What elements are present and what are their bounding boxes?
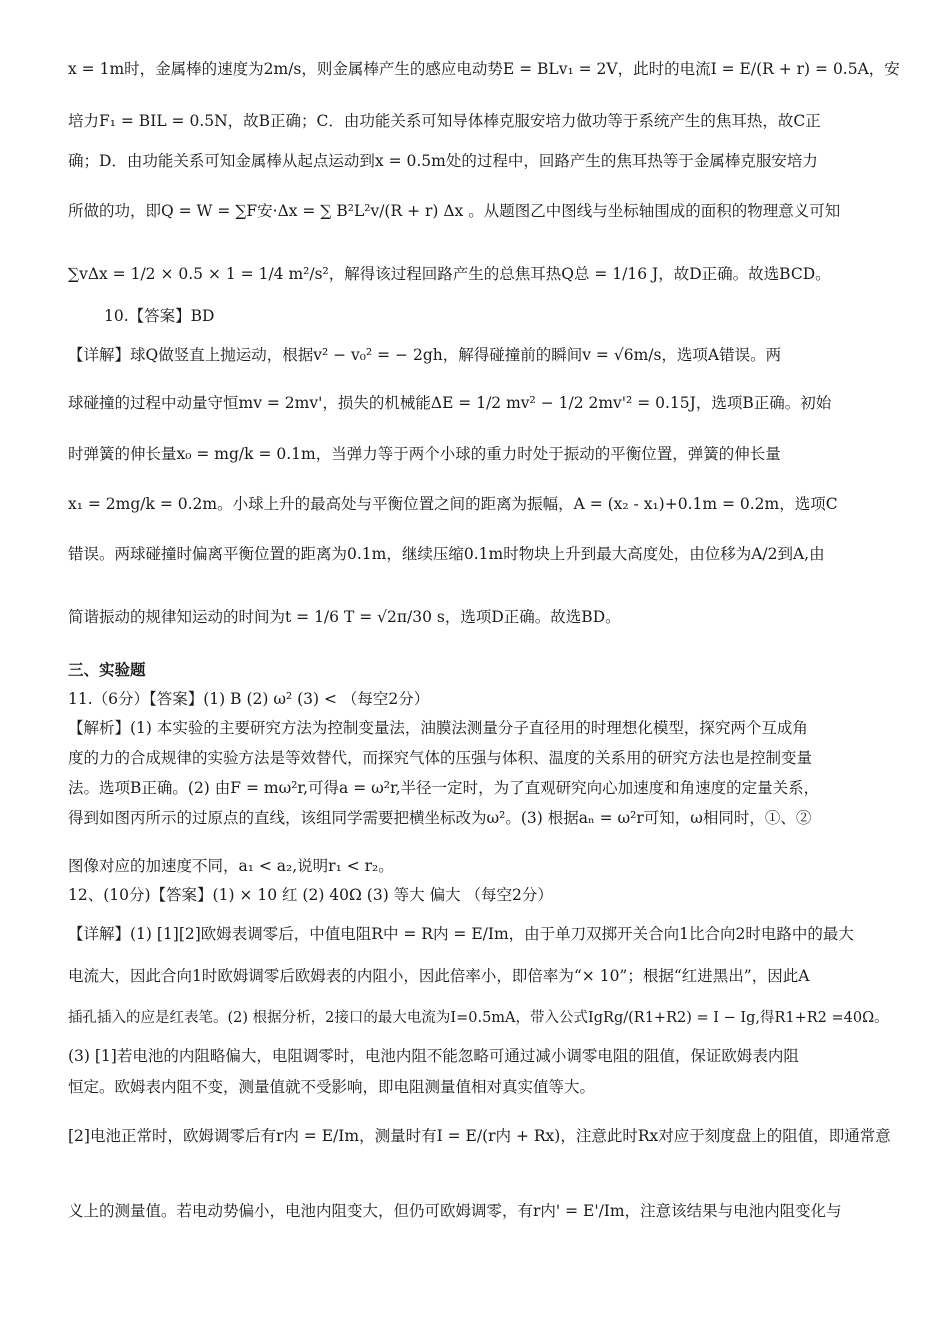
text-line: 恒定。欧姆表内阻不变，测量值就不受影响，即电阻测量值相对真实值等大。: [68, 1078, 596, 1096]
text-line: 法。选项B正确。(2) 由F = mω²r,可得a = ω²r,半径一定时，为了直观研究向心加速度和角速度的定量关系，: [68, 779, 820, 797]
text-line: [2]电池正常时，欧姆调零后有r内 = E/Im，测量时有I = E/(r内 + Rx)，注意此时Rx对应于刻度盘上的阻值，即通常意: [68, 1127, 891, 1145]
section-heading: 三、实验题: [68, 661, 146, 679]
text-line: 【详解】球Q做竖直上抛运动，根据v² − v₀² = − 2gh，解得碰撞前的瞬间v = √6m/s，选项A错误。两: [68, 346, 782, 364]
text-line: 时弹簧的伸长量x₀ = mg/k = 0.1m，当弹力等于两个小球的重力时处于振动的平衡位置，弹簧的伸长量: [68, 445, 781, 463]
text-line: 简谐振动的规律知运动的时间为t = 1/6 T = √2π/30 s，选项D正确。故选BD。: [68, 608, 621, 626]
text-line: 得到如图丙所示的过原点的直线，该组同学需要把横坐标改为ω²。(3) 根据aₙ = ω²r可知，ω相同时，①、②: [68, 809, 812, 827]
text-line: 义上的测量值。若电动势偏小，电池内阻变大，但仍可欧姆调零，有r内' = E'/Im，注意该结果与电池内阻变化与: [68, 1202, 842, 1220]
text-line: 电流大，因此合向1时欧姆调零后欧姆表的内阻小，因此倍率小，即倍率为“× 10”；根据“红进黑出”，因此A: [68, 967, 810, 985]
text-line: 确；D．由功能关系可知金属棒从起点运动到x = 0.5m处的过程中，回路产生的焦耳热等于金属棒克服安培力: [68, 152, 818, 170]
text-line: x = 1m时，金属棒的速度为2m/s，则金属棒产生的感应电动势E = BLv₁ = 2V，此时的电流I = E/(R + r) = 0.5A，安: [68, 60, 900, 78]
text-line: 错误。两球碰撞时偏离平衡位置的距离为0.1m，继续压缩0.1m时物块上升到最大高度处，由位移为A/2到A,由: [68, 545, 825, 563]
text-line: 12、(10分)【答案】(1) × 10 红 (2) 40Ω (3) 等大 偏大 （每空2分）: [68, 886, 553, 904]
text-line: 插孔插入的应是红表笔。(2) 根据分析，2接口的最大电流为I=0.5mA，带入公式IgRg/(R1+R2) = I − Ig,得R1+R2 =40Ω。: [68, 1010, 889, 1026]
text-line: 培力F₁ = BIL = 0.5N，故B正确；C．由功能关系可知导体棒克服安培力做功等于系统产生的焦耳热，故C正: [68, 112, 821, 130]
text-line: 图像对应的加速度不同，a₁ < a₂,说明r₁ < r₂。: [68, 857, 394, 875]
text-line: 10.【答案】BD: [104, 307, 215, 325]
text-line: 所做的功，即Q = W = ∑F安·Δx = ∑ B²L²v/(R + r) Δx 。从题图乙中图线与坐标轴围成的面积的物理意义可知: [68, 202, 841, 220]
text-line: (3) [1]若电池的内阻略偏大，电阻调零时，电池内阻不能忽略可通过减小调零电阻的阻值，保证欧姆表内阻: [68, 1047, 799, 1065]
text-line: 【详解】(1) [1][2]欧姆表调零后，中值电阻R中 = R内 = E/Im，由于单刀双掷开关合向1比合向2时电路中的最大: [68, 925, 854, 943]
text-line: 11.（6分）【答案】(1) B (2) ω² (3) < （每空2分）: [68, 690, 430, 708]
text-line: 度的力的合成规律的实验方法是等效替代，而探究气体的压强与体积、温度的关系用的研究方法也是控制变量: [68, 749, 813, 767]
text-line: 【解析】(1) 本实验的主要研究方法为控制变量法，油膜法测量分子直径用的时理想化模型，探究两个互成角: [68, 719, 808, 737]
text-line: ∑vΔx = 1/2 × 0.5 × 1 = 1/4 m²/s²，解得该过程回路产生的总焦耳热Q总 = 1/16 J，故D正确。故选BCD。: [68, 265, 831, 283]
text-line: x₁ = 2mg/k = 0.2m。小球上升的最高处与平衡位置之间的距离为振幅，A = (x₂ - x₁)+0.1m = 0.2m，选项C: [68, 495, 838, 513]
text-line: 球碰撞的过程中动量守恒mv = 2mv'，损失的机械能ΔE = 1/2 mv² − 1/2 2mv'² = 0.15J，选项B正确。初始: [68, 394, 832, 412]
